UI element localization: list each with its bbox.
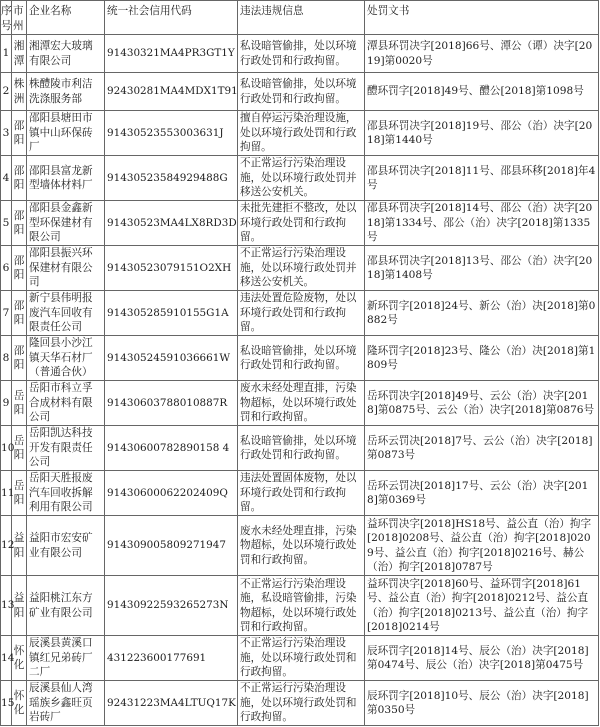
table-row	[1, 381, 599, 426]
table-row	[1, 156, 599, 201]
cell-seq: 5	[1, 201, 12, 246]
cell-violation: 不正常运行污染治理设施，私设暗管偷排，污染物超标，处以环境行政处罚和行政拘留。	[238, 576, 365, 636]
cell-penalty-doc: 潭县环罚决字[2018]66号、潭公（谭）决字[2019]第0020号	[365, 35, 599, 73]
cell-city: 益阳	[12, 576, 27, 636]
table-row	[1, 246, 599, 291]
cell-city: 湘潭	[12, 35, 27, 73]
cell-city: 岳阳	[12, 471, 27, 516]
header-name: 企业名称	[27, 1, 105, 35]
cell-violation: 违法处置固体废物，处以环境行政处罚和行政拘留。	[238, 471, 365, 516]
cell-city: 怀化	[12, 681, 27, 726]
cell-seq: 6	[1, 246, 12, 291]
cell-city: 邵阳	[12, 156, 27, 201]
cell-violation: 擅自停运污染治理设施，处以环境行政处罚和行政拘留。	[238, 111, 365, 156]
cell-company-name: 隆回县小沙江镇天华石材厂（普通合伙）	[27, 336, 105, 381]
cell-company-name: 益阳桃江东方矿业有限公司	[27, 576, 105, 636]
cell-company-name: 岳阳市科立孚合成材料有限公司	[27, 381, 105, 426]
header-code: 统一社会信用代码	[105, 1, 238, 35]
table-row	[1, 336, 599, 381]
cell-credit-code: 431223600177691	[105, 636, 238, 681]
cell-penalty-doc: 辰环罚字[2018]10号、辰公（治）决字[2018]第0350号	[365, 681, 599, 726]
cell-credit-code: 91430600062202409Q	[105, 471, 238, 516]
table-row	[1, 426, 599, 471]
cell-city: 株洲	[12, 73, 27, 111]
cell-city: 益阳	[12, 516, 27, 576]
cell-city: 怀化	[12, 636, 27, 681]
cell-credit-code: 92430281MA4MDX1T91	[105, 73, 238, 111]
cell-violation: 私设暗管偷排，处以环境行政处罚和行政拘留。	[238, 336, 365, 381]
table-row	[1, 111, 599, 156]
cell-penalty-doc: 益环罚决字[2018]60号、益环罚字[2018]61号、益公直（治）拘字[2018]0212号、益公直（治）拘字[2018]0213号、益公直（治）拘字[2018]0214号	[365, 576, 599, 636]
table-row	[1, 516, 599, 576]
table-row	[1, 201, 599, 246]
table-row	[1, 291, 599, 336]
cell-seq: 8	[1, 336, 12, 381]
cell-penalty-doc: 益环罚决字[2018]HS18号、益公直（治）拘字[2018]0208号、益公直（治）拘字[2018]0209号、益公直（治）拘字[2018]0216号、赫公（治）拘字[2018]0787号	[365, 516, 599, 576]
cell-seq: 15	[1, 681, 12, 726]
table-row	[1, 681, 599, 726]
cell-credit-code: 914305285910155G1A	[105, 291, 238, 336]
cell-credit-code: 91430523553003631J	[105, 111, 238, 156]
cell-company-name: 邵阳县塘田市镇中山环保砖厂	[27, 111, 105, 156]
cell-credit-code: 914309005809271947	[105, 516, 238, 576]
cell-violation: 不正常运行污染治理设施，处以环境行政处罚和行政拘留。	[238, 681, 365, 726]
cell-seq: 13	[1, 576, 12, 636]
header-doc: 处罚文书	[365, 1, 599, 35]
cell-city: 岳阳	[12, 381, 27, 426]
header-city: 市州	[12, 1, 27, 35]
cell-penalty-doc: 岳环云罚决[2018]7号、云公（治）决字[2018]第0873号	[365, 426, 599, 471]
cell-credit-code: 92431223MA4LTUQ17K	[105, 681, 238, 726]
cell-penalty-doc: 邵县环罚决字[2018]19号、邵公（治）决字[2018]第1440号	[365, 111, 599, 156]
cell-credit-code: 91430524591036661W	[105, 336, 238, 381]
cell-violation: 违法处置危险废物，处以环境行政处罚和行政拘留。	[238, 291, 365, 336]
cell-penalty-doc: 醴环罚字[2018]49号、醴公[2018]第1098号	[365, 73, 599, 111]
cell-company-name: 岳阳凯达科技开发有限责任公司	[27, 426, 105, 471]
table-header-row	[1, 1, 599, 35]
cell-violation: 废水未经处理直排，污染物超标，处以环境行政处罚和行政拘留。	[238, 381, 365, 426]
cell-seq: 9	[1, 381, 12, 426]
table-row	[1, 35, 599, 73]
cell-credit-code: 91430523584929488G	[105, 156, 238, 201]
cell-violation: 不正常运行污染治理设施，处以环境行政处罚并移送公安机关。	[238, 246, 365, 291]
cell-city: 岳阳	[12, 426, 27, 471]
cell-seq: 10	[1, 426, 12, 471]
table-row	[1, 636, 599, 681]
cell-seq: 12	[1, 516, 12, 576]
header-seq: 序号	[1, 1, 12, 35]
cell-penalty-doc: 邵县环罚决字[2018]14号、邵公（治）决字[2018]第1334号、邵公（治）决字[2018]第1335号	[365, 201, 599, 246]
cell-penalty-doc: 岳环云罚决[2018]17号、云公（治）决字[2018]第0369号	[365, 471, 599, 516]
cell-penalty-doc: 辰环罚字[2018]14号、辰公（治）决字[2018]第0474号、辰公（治）决字[2018]第0475号	[365, 636, 599, 681]
cell-penalty-doc: 岳环罚决字[2018]49号、云公（治）决字[2018]第0875号、云公（治）决字[2018]第0876号	[365, 381, 599, 426]
cell-penalty-doc: 邵县环罚决字[2018]11号、邵县环移[2018]年4号	[365, 156, 599, 201]
cell-violation: 私设暗管偷排，处以环境行政处罚和行政拘留。	[238, 35, 365, 73]
cell-seq: 1	[1, 35, 12, 73]
cell-city: 邵阳	[12, 201, 27, 246]
cell-violation: 不正常运行污染治理设施，处以环境行政处罚并移送公安机关。	[238, 156, 365, 201]
cell-city: 邵阳	[12, 291, 27, 336]
cell-city: 邵阳	[12, 246, 27, 291]
cell-company-name: 新宁县伟明报废汽车回收有限责任公司	[27, 291, 105, 336]
cell-company-name: 邵阳县振兴环保建材有限公司	[27, 246, 105, 291]
cell-company-name: 岳阳天胜报废汽车回收拆解利用有限公司	[27, 471, 105, 516]
table-row	[1, 576, 599, 636]
cell-credit-code: 91430603788010887R	[105, 381, 238, 426]
cell-credit-code: 91430523079151O2XH	[105, 246, 238, 291]
cell-violation: 未批先建拒不整改，处以环境行政处罚和行政拘留。	[238, 201, 365, 246]
cell-penalty-doc: 隆环罚字[2018]23号、隆公（治）决[2018]第1809号	[365, 336, 599, 381]
table-row	[1, 471, 599, 516]
cell-penalty-doc: 邵县环罚决字[2018]13号、邵公（治）决字[2018]第1408号	[365, 246, 599, 291]
cell-credit-code: 91430922593265273N	[105, 576, 238, 636]
header-violation: 违法违规信息	[238, 1, 365, 35]
cell-violation: 私设暗管偷排，处以环境行政处罚和行政拘留。	[238, 426, 365, 471]
cell-company-name: 邵阳县富龙新型墙体材料厂	[27, 156, 105, 201]
cell-penalty-doc: 新环罚字[2018]24号、新公（治）决[2018]第0882号	[365, 291, 599, 336]
cell-violation: 不正常运行污染治理设施，处以环境行政处罚和行政拘留。	[238, 636, 365, 681]
cell-seq: 3	[1, 111, 12, 156]
cell-seq: 7	[1, 291, 12, 336]
cell-violation: 废水未经处理直排，污染物超标，处以环境行政处罚和行政拘留。	[238, 516, 365, 576]
cell-company-name: 辰溪县黄溪口镇红兄弟砖厂二厂	[27, 636, 105, 681]
cell-credit-code: 91430600782890158 4	[105, 426, 238, 471]
cell-violation: 私设暗管偷排，处以环境行政处罚和行政拘留。	[238, 73, 365, 111]
cell-company-name: 株醴陵市利洁洗涤服务部	[27, 73, 105, 111]
cell-company-name: 益阳市宏安矿业有限公司	[27, 516, 105, 576]
cell-company-name: 邵阳县金鑫新型环保建材有限公司	[27, 201, 105, 246]
cell-company-name: 湘潭宏大玻璃有限公司	[27, 35, 105, 73]
cell-seq: 2	[1, 73, 12, 111]
cell-city: 邵阳	[12, 336, 27, 381]
cell-credit-code: 91430523MA4LX8RD3D	[105, 201, 238, 246]
cell-company-name: 辰溪县仙人湾瑶族乡鑫旺页岩砖厂	[27, 681, 105, 726]
table-row	[1, 73, 599, 111]
cell-seq: 14	[1, 636, 12, 681]
cell-seq: 4	[1, 156, 12, 201]
cell-credit-code: 91430321MA4PR3GT1Y	[105, 35, 238, 73]
cell-city: 邵阳	[12, 111, 27, 156]
cell-seq: 11	[1, 471, 12, 516]
